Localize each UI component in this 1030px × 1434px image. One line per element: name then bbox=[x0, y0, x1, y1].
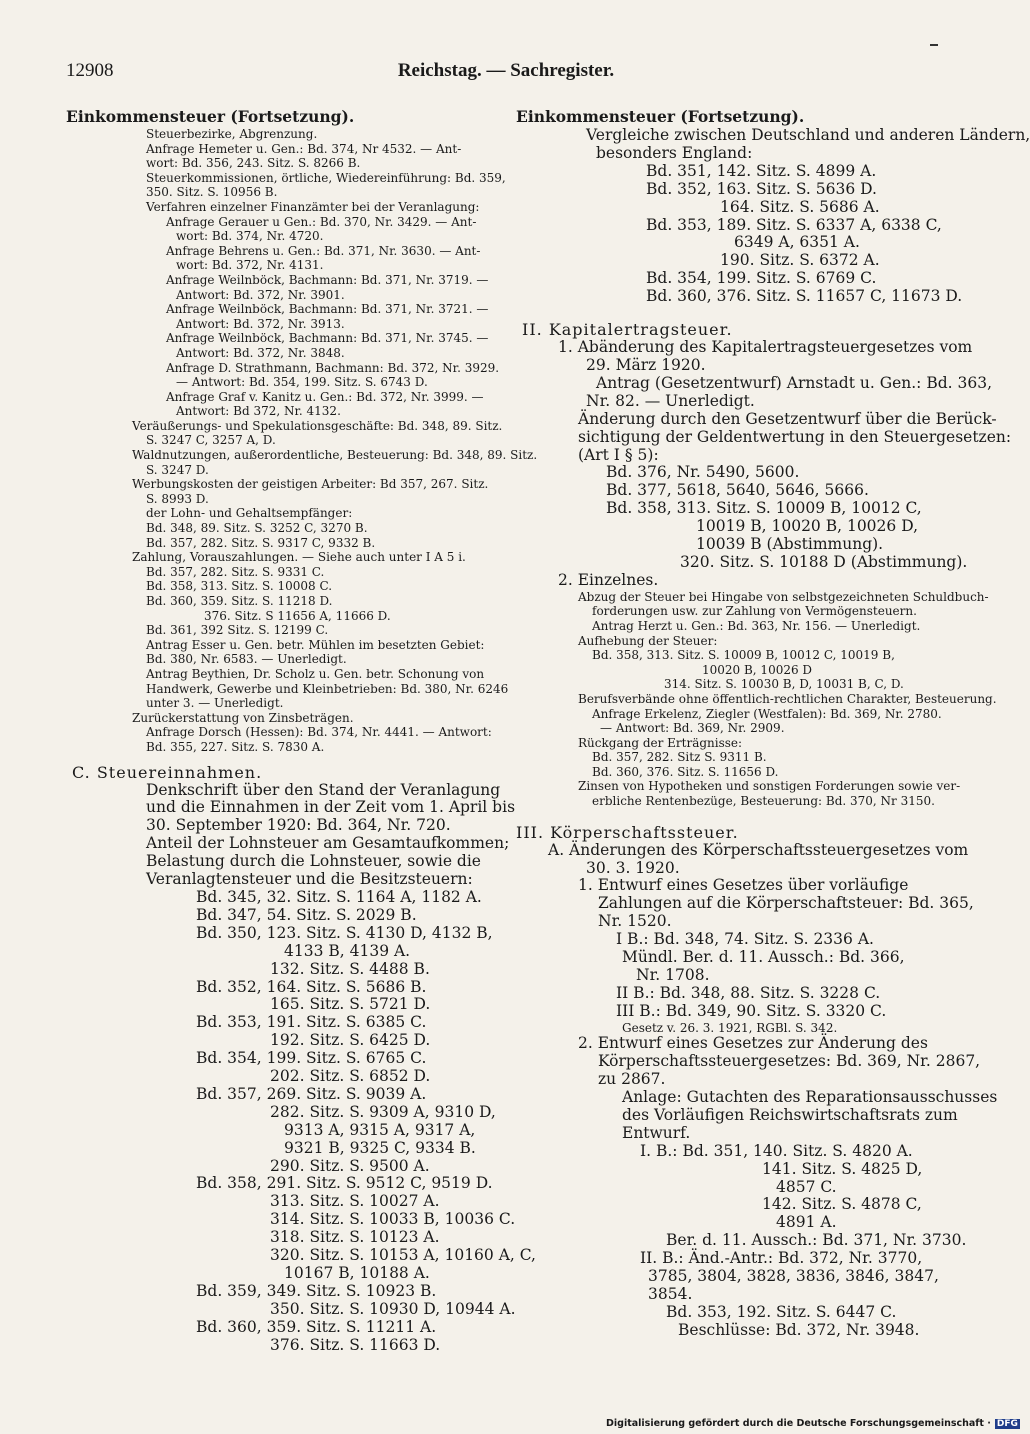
index-entry-line: 141. Sitz. S. 4825 D, bbox=[762, 1159, 923, 1178]
index-entry-line: — Antwort: Bd. 369, Nr. 2909. bbox=[600, 721, 785, 736]
index-entry-line: 2. Einzelnes. bbox=[558, 570, 659, 589]
index-entry-line: Anfrage Dorsch (Hessen): Bd. 374, Nr. 4441. — Antwort: bbox=[146, 725, 492, 740]
index-entry-line: Bd. 357, 269. Sitz. S. 9039 A. bbox=[196, 1084, 427, 1103]
index-entry-line: des Vorläufigen Reichswirtschaftsrats zum bbox=[622, 1105, 958, 1124]
index-entry-line: Bd. 358, 291. Sitz. S. 9512 C, 9519 D. bbox=[196, 1174, 493, 1193]
index-entry-line: Zinsen von Hypotheken und sonstigen Forderungen sowie ver- bbox=[578, 779, 961, 794]
index-entry-line: Bd. 377, 5618, 5640, 5646, 5666. bbox=[606, 481, 869, 500]
index-entry-line: 290. Sitz. S. 9500 A. bbox=[270, 1156, 430, 1175]
index-entry-line: 350. Sitz. S. 10930 D, 10944 A. bbox=[270, 1299, 516, 1318]
index-entry-line: Rückgang der Erträgnisse: bbox=[578, 735, 743, 750]
index-entry-line: Bd. 350, 123. Sitz. S. 4130 D, 4132 B, bbox=[196, 923, 493, 942]
index-entry-line: 9313 A, 9315 A, 9317 A, bbox=[284, 1120, 476, 1139]
index-entry-line: Mündl. Ber. d. 11. Aussch.: Bd. 366, bbox=[622, 948, 905, 967]
index-entry-line: III B.: Bd. 349, 90. Sitz. S. 3320 C. bbox=[616, 1001, 887, 1020]
index-entry-line: Gesetz v. 26. 3. 1921, RGBl. S. 342. bbox=[622, 1020, 838, 1035]
index-entry-line: Antwort: Bd. 372, Nr. 3901. bbox=[176, 287, 345, 302]
index-entry-line: und die Einnahmen in der Zeit vom 1. April bis bbox=[146, 798, 516, 817]
index-entry-line: unter 3. — Unerledigt. bbox=[146, 696, 284, 711]
index-entry-line: Verfahren einzelner Finanzämter bei der Veranlagung: bbox=[146, 199, 480, 214]
index-entry-line: Bd. 348, 89. Sitz. S. 3252 C, 3270 B. bbox=[146, 521, 368, 536]
index-entry-line: Bd. 357, 282. Sitz. S. 9317 C, 9332 B. bbox=[146, 535, 376, 550]
index-entry-line: Zahlung, Vorauszahlungen. — Siehe auch unter I A 5 i. bbox=[132, 550, 466, 565]
index-entry-line: Bd. 354, 199. Sitz. S. 6769 C. bbox=[646, 269, 877, 288]
index-entry-line: 350. Sitz. S. 10956 B. bbox=[146, 185, 278, 200]
index-entry-line: 314. Sitz. S. 10030 B, D, 10031 B, C, D. bbox=[664, 677, 904, 692]
index-entry-line: der Lohn- und Gehaltsempfänger: bbox=[146, 506, 353, 521]
page-number: 12908 bbox=[66, 60, 114, 81]
index-entry-line: Bd. 357, 282. Sitz. S. 9331 C. bbox=[146, 564, 325, 579]
index-entry-line: Veranlagtensteuer und die Besitzsteuern: bbox=[146, 870, 473, 889]
index-entry-line: Vergleiche zwischen Deutschland und anderen Ländern, bbox=[586, 126, 1030, 144]
index-entry-line: 320. Sitz. S. 10153 A, 10160 A, C, bbox=[270, 1246, 536, 1265]
index-entry-line: Anfrage D. Strathmann, Bachmann: Bd. 372, Nr. 3929. bbox=[166, 360, 500, 375]
index-entry-line: (Art I § 5): bbox=[578, 445, 659, 464]
index-entry-line: Bd. 345, 32. Sitz. S. 1164 A, 1182 A. bbox=[196, 887, 482, 906]
index-entry-line: Bd. 360, 359. Sitz. S. 11211 A. bbox=[196, 1317, 437, 1336]
index-entry-line: Waldnutzungen, außerordentliche, Besteuerung: Bd. 348, 89. Sitz. bbox=[132, 448, 538, 463]
index-entry-line: 4857 C. bbox=[776, 1177, 837, 1196]
section-heading: II. Kapitalertragsteuer. bbox=[522, 320, 733, 340]
index-entry-line: 10019 B, 10020 B, 10026 D, bbox=[696, 517, 918, 536]
index-entry-line: 142. Sitz. S. 4878 C, bbox=[762, 1195, 922, 1214]
section-heading: Einkommensteuer (Fortsetzung). bbox=[516, 107, 805, 126]
index-entry-line: I B.: Bd. 348, 74. Sitz. S. 2336 A. bbox=[616, 930, 874, 949]
index-entry-line: Bd. 352, 163. Sitz. S. 5636 D. bbox=[646, 179, 877, 198]
index-entry-line: 29. März 1920. bbox=[586, 355, 706, 374]
index-entry-line: Anfrage Erkelenz, Ziegler (Westfalen): Bd. 369, Nr. 2780. bbox=[592, 706, 942, 721]
index-entry-line: Anfrage Graf v. Kanitz u. Gen.: Bd. 372, Nr. 3999. — bbox=[166, 389, 484, 404]
index-entry-line: Bd. 353, 192. Sitz. S. 6447 C. bbox=[666, 1302, 897, 1321]
index-entry-line: Bd. 360, 359. Sitz. S. 11218 D. bbox=[146, 594, 333, 608]
index-entry-line: Nr. 82. — Unerledigt. bbox=[586, 391, 755, 410]
index-entry-line: Nr. 1708. bbox=[636, 966, 710, 984]
index-entry-line: Änderung durch den Gesetzentwurf über die Berück- bbox=[578, 409, 997, 428]
index-entry-line: Steuerbezirke, Abgrenzung. bbox=[146, 127, 318, 141]
index-entry-line: Bd. 352, 164. Sitz. S. 5686 B. bbox=[196, 977, 427, 996]
index-entry-line: 376. Sitz. S 11656 A, 11666 D. bbox=[204, 608, 391, 623]
index-entry-line: Antrag Herzt u. Gen.: Bd. 363, Nr. 156. — Unerledigt. bbox=[592, 618, 921, 633]
index-entry-line: 4891 A. bbox=[776, 1213, 837, 1232]
index-entry-line: S. 3247 C, 3257 A, D. bbox=[146, 433, 276, 448]
index-entry-line: 376. Sitz. S. 11663 D. bbox=[270, 1335, 441, 1354]
footer-credit bbox=[606, 1418, 1018, 1429]
index-entry-line: 318. Sitz. S. 10123 A. bbox=[270, 1228, 440, 1247]
index-entry-line: 10039 B (Abstimmung). bbox=[696, 535, 884, 554]
index-entry-line: wort: Bd. 374, Nr. 4720. bbox=[176, 229, 324, 244]
index-entry-line: Werbungskosten der geistigen Arbeiter: Bd 357, 267. Sitz. bbox=[132, 477, 489, 492]
index-entry-line: wort: Bd. 372, Nr. 4131. bbox=[176, 258, 324, 273]
index-entry-line: Antwort: Bd. 372, Nr. 3913. bbox=[176, 316, 345, 331]
index-entry-line: Bd. 357, 282. Sitz S. 9311 B. bbox=[592, 750, 767, 765]
index-entry-line: Antwort: Bd. 372, Nr. 3848. bbox=[176, 345, 345, 360]
index-entry-line: 10020 B, 10026 D bbox=[702, 662, 813, 677]
index-entry-line: sichtigung der Geldentwertung in den Steuergesetzen: bbox=[578, 427, 1012, 446]
index-entry-line: besonders England: bbox=[596, 143, 753, 162]
index-entry-line: forderungen usw. zur Zahlung von Vermögensteuern. bbox=[592, 604, 917, 619]
index-entry-line: Bd. 360, 376. Sitz. S. 11656 D. bbox=[592, 764, 779, 779]
index-entry-line: Bd. 354, 199. Sitz. S. 6765 C. bbox=[196, 1049, 427, 1068]
spacer bbox=[516, 306, 950, 320]
index-entry-line: II B.: Bd. 348, 88. Sitz. S. 3228 C. bbox=[616, 983, 881, 1002]
index-entry-line: Anfrage Weilnböck, Bachmann: Bd. 371, Nr. 3745. — bbox=[166, 331, 489, 346]
index-entry-line: 3785, 3804, 3828, 3836, 3846, 3847, bbox=[648, 1267, 939, 1286]
index-entry-line: Bd. 358, 313. Sitz. S. 10008 C. bbox=[146, 579, 333, 594]
index-entry-line: Körperschaftssteuergesetzes: Bd. 369, Nr. 2867, bbox=[598, 1052, 981, 1071]
index-entry-line: Antrag Beythien, Dr. Scholz u. Gen. betr. Schonung von bbox=[146, 666, 485, 681]
index-entry-line: Anfrage Gerauer u Gen.: Bd. 370, Nr. 3429. — Ant- bbox=[166, 214, 477, 229]
index-entry-line: 2. Entwurf eines Gesetzes zur Änderung des bbox=[578, 1034, 928, 1053]
index-entry-line: Belastung durch die Lohnsteuer, sowie die bbox=[146, 852, 481, 871]
index-entry-line: Berufsverbände ohne öffentlich-rechtlichen Charakter, Besteuerung. bbox=[578, 691, 997, 706]
index-entry-line: Anlage: Gutachten des Reparationsausschusses bbox=[622, 1088, 998, 1107]
index-entry-line: Bd. 353, 189. Sitz. S. 6337 A, 6338 C, bbox=[646, 215, 942, 234]
section-heading: III. Körperschaftssteuer. bbox=[516, 822, 739, 842]
index-entry-line: II. B.: Änd.-Antr.: Bd. 372, Nr. 3770, bbox=[640, 1249, 923, 1268]
index-entry-line: Entwurf. bbox=[622, 1123, 691, 1142]
index-entry-line: 30. 3. 1920. bbox=[586, 858, 680, 877]
running-title: Reichstag. — Sachregister. bbox=[397, 60, 615, 81]
index-entry-line: 314. Sitz. S. 10033 B, 10036 C. bbox=[270, 1210, 516, 1229]
index-entry-line: 30. September 1920: Bd. 364, Nr. 720. bbox=[146, 816, 451, 835]
index-entry-line: 190. Sitz. S. 6372 A. bbox=[720, 251, 880, 270]
index-entry-line: Ber. d. 11. Aussch.: Bd. 371, Nr. 3730. bbox=[666, 1231, 967, 1250]
index-entry-line: wort: Bd. 356, 243. Sitz. S. 8266 B. bbox=[146, 156, 361, 171]
index-entry-line: Handwerk, Gewerbe und Kleinbetrieben: Bd. 380, Nr. 6246 bbox=[146, 681, 509, 696]
index-entry-line: Antrag (Gesetzentwurf) Arnstadt u. Gen.: Bd. 363, bbox=[596, 373, 992, 392]
index-entry-line: 1. Entwurf eines Gesetzes über vorläufige bbox=[578, 876, 909, 895]
left-column bbox=[66, 106, 538, 1355]
index-entry-line: Nr. 1520. bbox=[598, 912, 672, 931]
index-entry-line: Anfrage Weilnböck, Bachmann: Bd. 371, Nr. 3721. — bbox=[166, 302, 489, 317]
index-entry-line: Antwort: Bd 372, Nr. 4132. bbox=[176, 404, 341, 419]
index-entry-line: Bd. 358, 313. Sitz. S. 10009 B, 10012 C, bbox=[606, 499, 922, 518]
index-entry-line: Bd. 376, Nr. 5490, 5600. bbox=[606, 463, 800, 482]
index-entry-line: Antrag Esser u. Gen. betr. Mühlen im besetzten Gebiet: bbox=[146, 637, 485, 652]
index-entry-line: 313. Sitz. S. 10027 A. bbox=[270, 1192, 440, 1211]
index-entry-line: Bd. 347, 54. Sitz. S. 2029 B. bbox=[196, 905, 417, 924]
index-entry-line: Bd. 353, 191. Sitz. S. 6385 C. bbox=[196, 1013, 427, 1032]
index-entry-line: Steuerkommissionen, örtliche, Wiedereinführung: Bd. 359, bbox=[146, 170, 506, 185]
spacer bbox=[66, 755, 498, 763]
index-entry-line: Beschlüsse: Bd. 372, Nr. 3948. bbox=[678, 1320, 920, 1339]
index-entry-line: Abzug der Steuer bei Hingabe von selbstgezeichneten Schuldbuch- bbox=[578, 589, 989, 604]
index-entry-line: 1. Abänderung des Kapitalertragsteuergesetzes vom bbox=[558, 338, 973, 357]
index-entry-line: Anfrage Weilnböck, Bachmann: Bd. 371, Nr. 3719. — bbox=[166, 272, 489, 287]
index-entry-line: Anteil der Lohnsteuer am Gesamtaufkommen; bbox=[146, 834, 510, 853]
index-entry-line: — Antwort: Bd. 354, 199. Sitz. S. 6743 D. bbox=[176, 375, 428, 390]
index-entry-line: 192. Sitz. S. 6425 D. bbox=[270, 1031, 431, 1050]
index-entry-line: 6349 A, 6351 A. bbox=[734, 233, 860, 252]
index-entry-line: 282. Sitz. S. 9309 A, 9310 D, bbox=[270, 1102, 496, 1121]
dfg-logo: DFG bbox=[996, 1419, 1018, 1429]
index-entry-line: 3854. bbox=[648, 1285, 693, 1303]
index-entry-line: zu 2867. bbox=[598, 1070, 666, 1089]
index-entry-line: Veräußerungs- und Spekulationsgeschäfte: Bd. 348, 89. Sitz. bbox=[132, 418, 503, 433]
index-entry-line: Bd. 358, 313. Sitz. S. 10009 B, 10012 C, 10019 B, bbox=[592, 648, 895, 663]
index-entry-line: Bd. 351, 142. Sitz. S. 4899 A. bbox=[646, 161, 877, 180]
index-entry-line: S. 8993 D. bbox=[146, 491, 209, 506]
index-entry-line: I. B.: Bd. 351, 140. Sitz. S. 4820 A. bbox=[640, 1141, 913, 1160]
spacer bbox=[516, 809, 950, 823]
index-entry-line: erbliche Rentenbezüge, Besteuerung: Bd. 370, Nr 3150. bbox=[592, 794, 935, 809]
index-entry-line: Zurückerstattung von Zinsbeträgen. bbox=[132, 710, 354, 725]
index-entry-line: Anfrage Behrens u. Gen.: Bd. 371, Nr. 3630. — Ant- bbox=[166, 243, 481, 258]
index-entry-line: S. 3247 D. bbox=[146, 462, 209, 477]
index-entry-line: 10167 B, 10188 A. bbox=[284, 1264, 430, 1282]
index-entry-line: Bd. 359, 349. Sitz. S. 10923 B. bbox=[196, 1281, 437, 1300]
index-entry-line: 320. Sitz. S. 10188 D (Abstimmung). bbox=[680, 552, 968, 571]
index-entry-line: Aufhebung der Steuer: bbox=[578, 633, 718, 648]
index-entry-line: Bd. 380, Nr. 6583. — Unerledigt. bbox=[146, 652, 347, 667]
index-entry-line: 202. Sitz. S. 6852 D. bbox=[270, 1067, 431, 1086]
footer-text: Digitalisierung gefördert durch die Deutsche Forschungsgemeinschaft · bbox=[606, 1418, 991, 1429]
index-entry-line: Bd. 360, 376. Sitz. S. 11657 C, 11673 D. bbox=[646, 287, 963, 306]
index-entry-line: Zahlungen auf die Körperschaftsteuer: Bd. 365, bbox=[598, 894, 974, 913]
section-heading: Einkommensteuer (Fortsetzung). bbox=[66, 107, 355, 126]
index-entry-line: 132. Sitz. S. 4488 B. bbox=[270, 959, 430, 978]
section-heading: C. Steuereinnahmen. bbox=[72, 762, 263, 782]
index-entry-line: 4133 B, 4139 A. bbox=[284, 941, 411, 960]
index-entry-line: Bd. 355, 227. Sitz. S. 7830 A. bbox=[146, 739, 325, 754]
index-entry-line: 9321 B, 9325 C, 9334 B. bbox=[284, 1138, 476, 1157]
index-entry-line: Denkschrift über den Stand der Veranlagung bbox=[146, 780, 501, 799]
index-entry-line: 164. Sitz. S. 5686 A. bbox=[720, 197, 880, 216]
index-entry-line: Bd. 361, 392 Sitz. S. 12199 C. bbox=[146, 623, 329, 638]
index-entry-line: Anfrage Hemeter u. Gen.: Bd. 374, Nr 4532. — Ant- bbox=[146, 141, 462, 156]
index-entry-line: A. Änderungen des Körperschaftssteuergesetzes vom bbox=[548, 840, 969, 859]
index-entry-line: 165. Sitz. S. 5721 D. bbox=[270, 995, 431, 1014]
right-column bbox=[516, 106, 1030, 1340]
margin-mark bbox=[930, 44, 938, 46]
page-header bbox=[66, 60, 946, 90]
